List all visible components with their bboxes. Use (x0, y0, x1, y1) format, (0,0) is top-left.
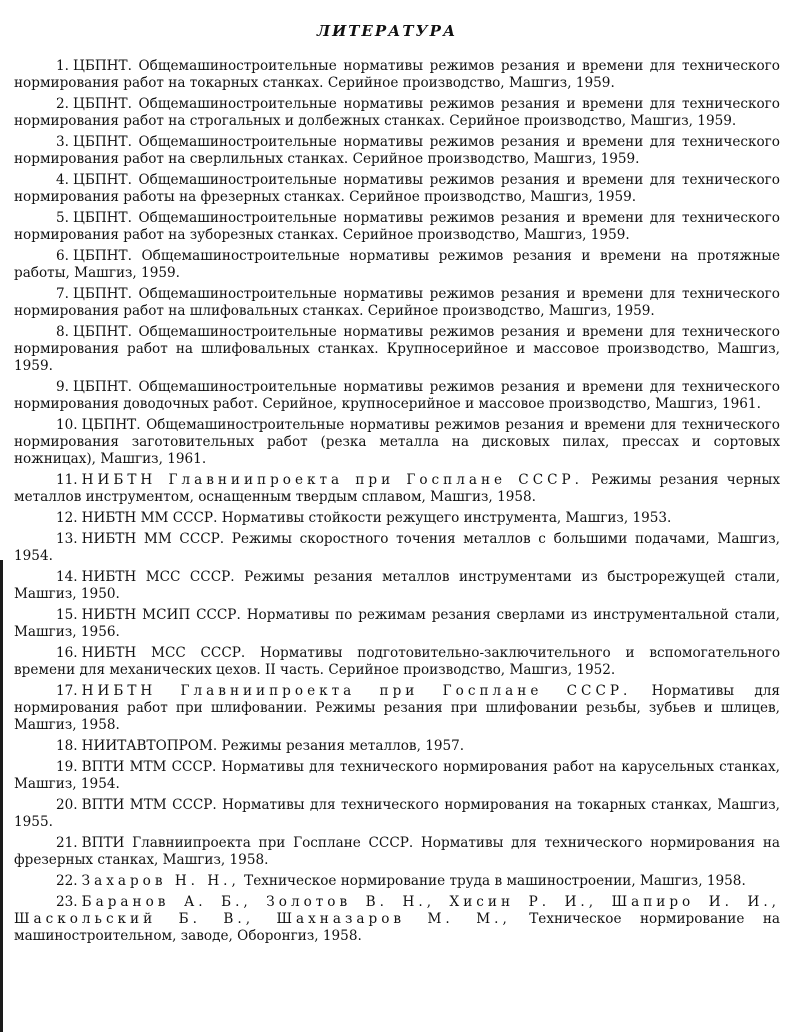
reference-number: 16. (56, 645, 78, 661)
reference-item (14, 58, 780, 92)
reference-text: Общемашиностроительные нормативы режимов резания и времени для технического нормирования работ на шлифовальных станках. Крупносерийное и массовое производство, Машгиз, 1959. (14, 324, 780, 374)
page-title: ЛИТЕРАТУРА (316, 22, 458, 40)
reference-item (14, 379, 780, 413)
reference-number: 12. (56, 510, 78, 526)
reference-author: ЦБПНТ. (72, 96, 132, 112)
reference-number: 2. (56, 96, 69, 112)
document-page (14, 22, 780, 949)
reference-text: Нормативы для технического нормирования работ на карусельных станках, Машгиз, 1954. (14, 759, 781, 792)
reference-author: ЦБПНТ. (81, 417, 141, 433)
reference-number: 17. (56, 683, 78, 699)
reference-item (14, 417, 780, 468)
reference-item (14, 286, 780, 320)
reference-author: НИБТН МСС СССР. (81, 645, 246, 661)
reference-text: Нормативы стойкости режущего инструмента, Машгиз, 1953. (221, 510, 672, 526)
reference-number: 18. (56, 738, 78, 754)
reference-author: ВПТИ Главниипроекта при Госплане СССР. (81, 835, 414, 851)
reference-author: Баранов А. Б., Золотов В. Н., Хисин Р. И., Шапиро И. И., Шаскольский Б. В., Шахназаров М. М., (14, 894, 780, 927)
reference-number: 7. (56, 286, 69, 302)
reference-author: НИБТН Главниипроекта при Госплане СССР. (81, 472, 583, 488)
reference-number: 5. (56, 210, 69, 226)
reference-author: ЦБПНТ. (72, 134, 132, 150)
reference-number: 19. (56, 759, 78, 775)
reference-text: Общемашиностроительные нормативы режимов резания и времени для технического нормирования работы на фрезерных станках. Серийное производство, Машгиз, 1959. (14, 172, 780, 205)
reference-text: Нормативы для технического нормирования на фрезерных станках, Машгиз, 1958. (14, 835, 781, 868)
reference-item (14, 645, 780, 679)
reference-author: НИБТН МСИП СССР. (81, 607, 241, 623)
reference-number: 3. (56, 134, 69, 150)
reference-author: ЦБПНТ. (72, 286, 132, 302)
reference-number: 23. (56, 894, 78, 910)
reference-item (14, 510, 780, 527)
reference-item (14, 738, 780, 755)
reference-author: ЦБПНТ. (72, 172, 132, 188)
reference-item (14, 835, 780, 869)
reference-number: 4. (56, 172, 69, 188)
reference-text: Общемашиностроительные нормативы режимов резания и времени на протяжные работы, Машгиз, 1959. (14, 248, 780, 281)
reference-item (14, 683, 780, 734)
reference-number: 11. (56, 472, 78, 488)
reference-item (14, 607, 780, 641)
reference-text: Режимы резания черных металлов инструментом, оснащенным твердым сплавом, Машгиз, 1958. (14, 472, 780, 505)
reference-text: Общемашиностроительные нормативы режимов резания и времени для технического нормирования работ на токарных станках. Серийное производство, Машгиз, 1959. (14, 58, 780, 91)
reference-text: Нормативы по режимам резания сверлами из инструментальной стали, Машгиз, 1956. (14, 607, 780, 640)
reference-author: ЦБПНТ. (72, 379, 132, 395)
reference-item (14, 797, 780, 831)
reference-author: Захаров Н. Н., (81, 873, 240, 889)
reference-text: Общемашиностроительные нормативы режимов резания и времени для технического нормирования работ на шлифовальных станках. Серийное производство, Машгиз, 1959. (14, 286, 780, 319)
reference-text: Режимы резания металлов, 1957. (221, 738, 465, 754)
reference-text: Общемашиностроительные нормативы режимов резания и времени для технического нормирования работ на строгальных и долбежных станках. Серийное производство, Машгиз, 1959. (14, 96, 780, 129)
reference-number: 14. (56, 569, 78, 585)
binding-margin-line (0, 560, 3, 1032)
reference-author: НИБТН Главниипроекта при Госплане СССР. (81, 683, 632, 699)
reference-number: 10. (56, 417, 78, 433)
reference-item (14, 324, 780, 375)
reference-item (14, 134, 780, 168)
reference-text: Техническое нормирование на машиностроительном, заводе, Оборонгиз, 1958. (14, 911, 780, 944)
reference-item (14, 248, 780, 282)
reference-text: Общемашиностроительные нормативы режимов резания и времени для технического нормирования работ на сверлильных станках. Серийное производство, Машгиз, 1959. (14, 134, 780, 167)
reference-item (14, 531, 780, 565)
reference-text: Нормативы подготовительно-заключительного и вспомогательного времени для механических цехов. II часть. Серийное производство, Машгиз, 1952. (14, 645, 781, 678)
reference-number: 1. (56, 58, 69, 74)
reference-author: ЦБПНТ. (72, 324, 132, 340)
reference-author: НИБТН МСС СССР. (81, 569, 235, 585)
reference-author: ЦБПНТ. (72, 210, 132, 226)
reference-item (14, 472, 780, 506)
reference-number: 22. (56, 873, 78, 889)
reference-number: 6. (56, 248, 69, 264)
reference-text: Режимы резания металлов инструментами из быстрорежущей стали, Машгиз, 1950. (14, 569, 781, 602)
reference-item (14, 210, 780, 244)
reference-number: 13. (56, 531, 78, 547)
reference-number: 9. (56, 379, 69, 395)
reference-text: Нормативы для технического нормирования на токарных станках, Машгиз, 1955. (14, 797, 780, 830)
reference-item (14, 172, 780, 206)
reference-text: Нормативы для нормирования работ при шлифовании. Режимы резания при шлифовании резьбы, зубьев и шлицев, Машгиз, 1958. (14, 683, 781, 733)
reference-item (14, 894, 780, 945)
reference-number: 20. (56, 797, 78, 813)
reference-item (14, 569, 780, 603)
reference-text: Общемашиностроительные нормативы режимов резания и времени для технического нормирования заготовительных работ (резка металла на дисковых пилах, прессах и сортовых ножницах), Машгиз, 1961. (14, 417, 780, 467)
reference-number: 21. (56, 835, 78, 851)
reference-number: 15. (56, 607, 78, 623)
reference-author: ЦБПНТ. (72, 248, 132, 264)
reference-text: Техническое нормирование труда в машиностроении, Машгиз, 1958. (244, 873, 746, 889)
reference-list (14, 58, 780, 945)
reference-item (14, 873, 780, 890)
reference-text: Общемашиностроительные нормативы режимов резания и времени для технического нормирования работ на зуборезных станках. Серийное производство, Машгиз, 1959. (14, 210, 780, 243)
reference-author: ВПТИ МТМ СССР. (81, 759, 217, 775)
reference-author: НИИТАВТОПРОМ. (81, 738, 218, 754)
reference-author: ВПТИ МТМ СССР. (81, 797, 217, 813)
reference-author: НИБТН ММ СССР. (81, 531, 225, 547)
reference-author: ЦБПНТ. (72, 58, 132, 74)
reference-author: НИБТН ММ СССР. (81, 510, 218, 526)
reference-text: Режимы скоростного точения металлов с большими подачами, Машгиз, 1954. (14, 531, 780, 564)
reference-item (14, 96, 780, 130)
reference-number: 8. (56, 324, 69, 340)
reference-text: Общемашиностроительные нормативы режимов резания и времени для технического нормирования доводочных работ. Серийное, крупносерийное и массовое производство, Машгиз, 1961. (14, 379, 780, 412)
reference-item (14, 759, 780, 793)
